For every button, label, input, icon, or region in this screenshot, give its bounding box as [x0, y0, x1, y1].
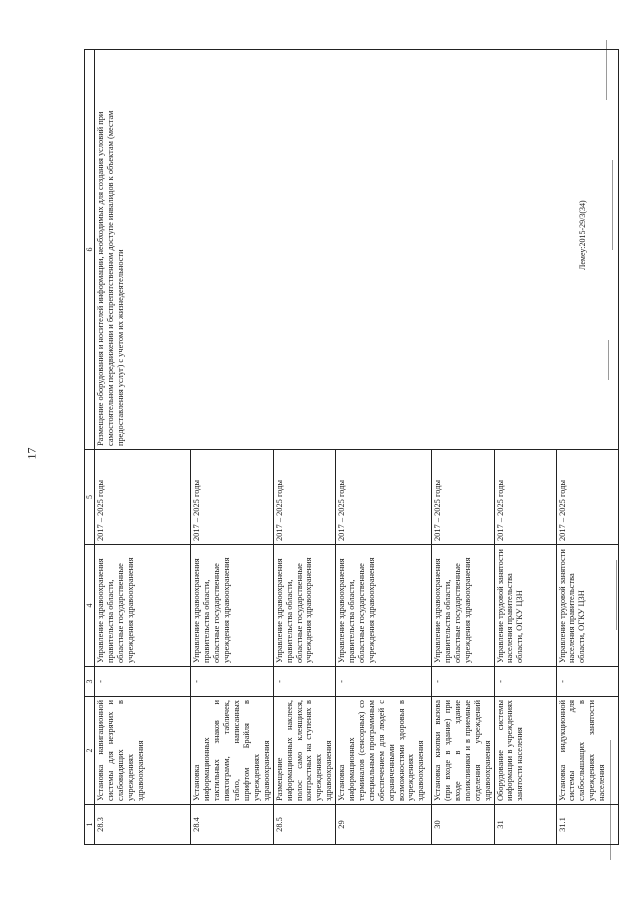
- measure-cell: Установка информационных терминалов (сенсорных) со специальным программным обеспечением для людей с ограниченными возможностями здоровья в учреждениях здравоохранения: [336, 697, 432, 805]
- col3-cell: -: [432, 667, 494, 697]
- col3-cell: -: [191, 667, 273, 697]
- measure-cell: Установка навигационной системы для незрячих и слабовидящих в учреждениях здравоохранения: [95, 697, 191, 805]
- period-cell: 2017 – 2025 годы: [432, 450, 494, 545]
- measure-cell: Установка информационных тактильных знаков и пиктограмм, табличек, табло, написанных шрифтом Брайля в учреждениях здравоохранения: [191, 697, 273, 805]
- col3-cell: -: [556, 667, 618, 697]
- measure-cell: Установка кнопки вызова (при входе в здание) при входе в здание поликлиники и в приемные отделения учреждений здравоохранения: [432, 697, 494, 805]
- executor-cell: Управление здравоохранения правительства области, областные государственные учреждения здравоохранения: [273, 545, 335, 667]
- document-registration-code: Лемеу:2015-29/3(34): [578, 200, 587, 270]
- col3-cell: -: [273, 667, 335, 697]
- measure-cell: Размещение информационных наклеек, полос само клеящихся, контрастных на ступенях в учреждениях здравоохранения: [273, 697, 335, 805]
- header-cell: 2: [85, 697, 95, 805]
- row-number: 28.3: [95, 805, 191, 845]
- col3-cell: -: [494, 667, 556, 697]
- row-number: 31: [494, 805, 556, 845]
- period-cell: 2017 – 2025 годы: [494, 450, 556, 545]
- measure-cell: Установка индукционной системы для слабослышащих в учреждениях занятости населения: [556, 697, 618, 805]
- header-cell: 3: [85, 667, 95, 697]
- period-cell: 2017 – 2025 годы: [556, 450, 618, 545]
- executor-cell: Управление трудовой занятости населения правительства области, ОГКУ ЦЗН: [494, 545, 556, 667]
- period-cell: 2017 – 2025 годы: [273, 450, 335, 545]
- header-cell: 4: [85, 545, 95, 667]
- row-number: 30: [432, 805, 494, 845]
- header-cell: 1: [85, 805, 95, 845]
- header-cell: 5: [85, 450, 95, 545]
- period-cell: 2017 – 2025 годы: [336, 450, 432, 545]
- executor-cell: Управление трудовой занятости населения правительства области, ОГКУ ЦЗН: [556, 545, 618, 667]
- measure-cell: Оборудование системы информации в учреждениях занятости населения: [494, 697, 556, 805]
- col3-cell: -: [336, 667, 432, 697]
- result-cell: Размещение оборудования и носителей информации, необходимых для создания условий при самостоятельном передвижении и беспрепятственном доступе инвалидов к объектам (местам предоставления услуг) с учетом их жизнедеятельности: [95, 50, 618, 450]
- table-row: [95, 50, 191, 845]
- col3-cell: -: [95, 667, 191, 697]
- row-number: 28.5: [273, 805, 335, 845]
- period-cell: 2017 – 2025 годы: [95, 450, 191, 545]
- measures-table: [84, 49, 619, 845]
- executor-cell: Управление здравоохранения правительства области, областные государственные учреждения здравоохранения: [432, 545, 494, 667]
- executor-cell: Управление здравоохранения правительства области, областные государственные учреждения здравоохранения: [336, 545, 432, 667]
- rotated-table-container: [84, 50, 607, 845]
- row-number: 28.4: [191, 805, 273, 845]
- row-number: 29: [336, 805, 432, 845]
- executor-cell: Управление здравоохранения правительства области, областные государственные учреждения здравоохранения: [191, 545, 273, 667]
- row-number: 31.1: [556, 805, 618, 845]
- period-cell: 2017 – 2025 годы: [191, 450, 273, 545]
- executor-cell: Управление здравоохранения правительства области, областные государственные учреждения здравоохранения: [95, 545, 191, 667]
- page-number: 17: [24, 447, 39, 460]
- header-cell: 6: [85, 50, 95, 450]
- table-header-row: [85, 50, 95, 845]
